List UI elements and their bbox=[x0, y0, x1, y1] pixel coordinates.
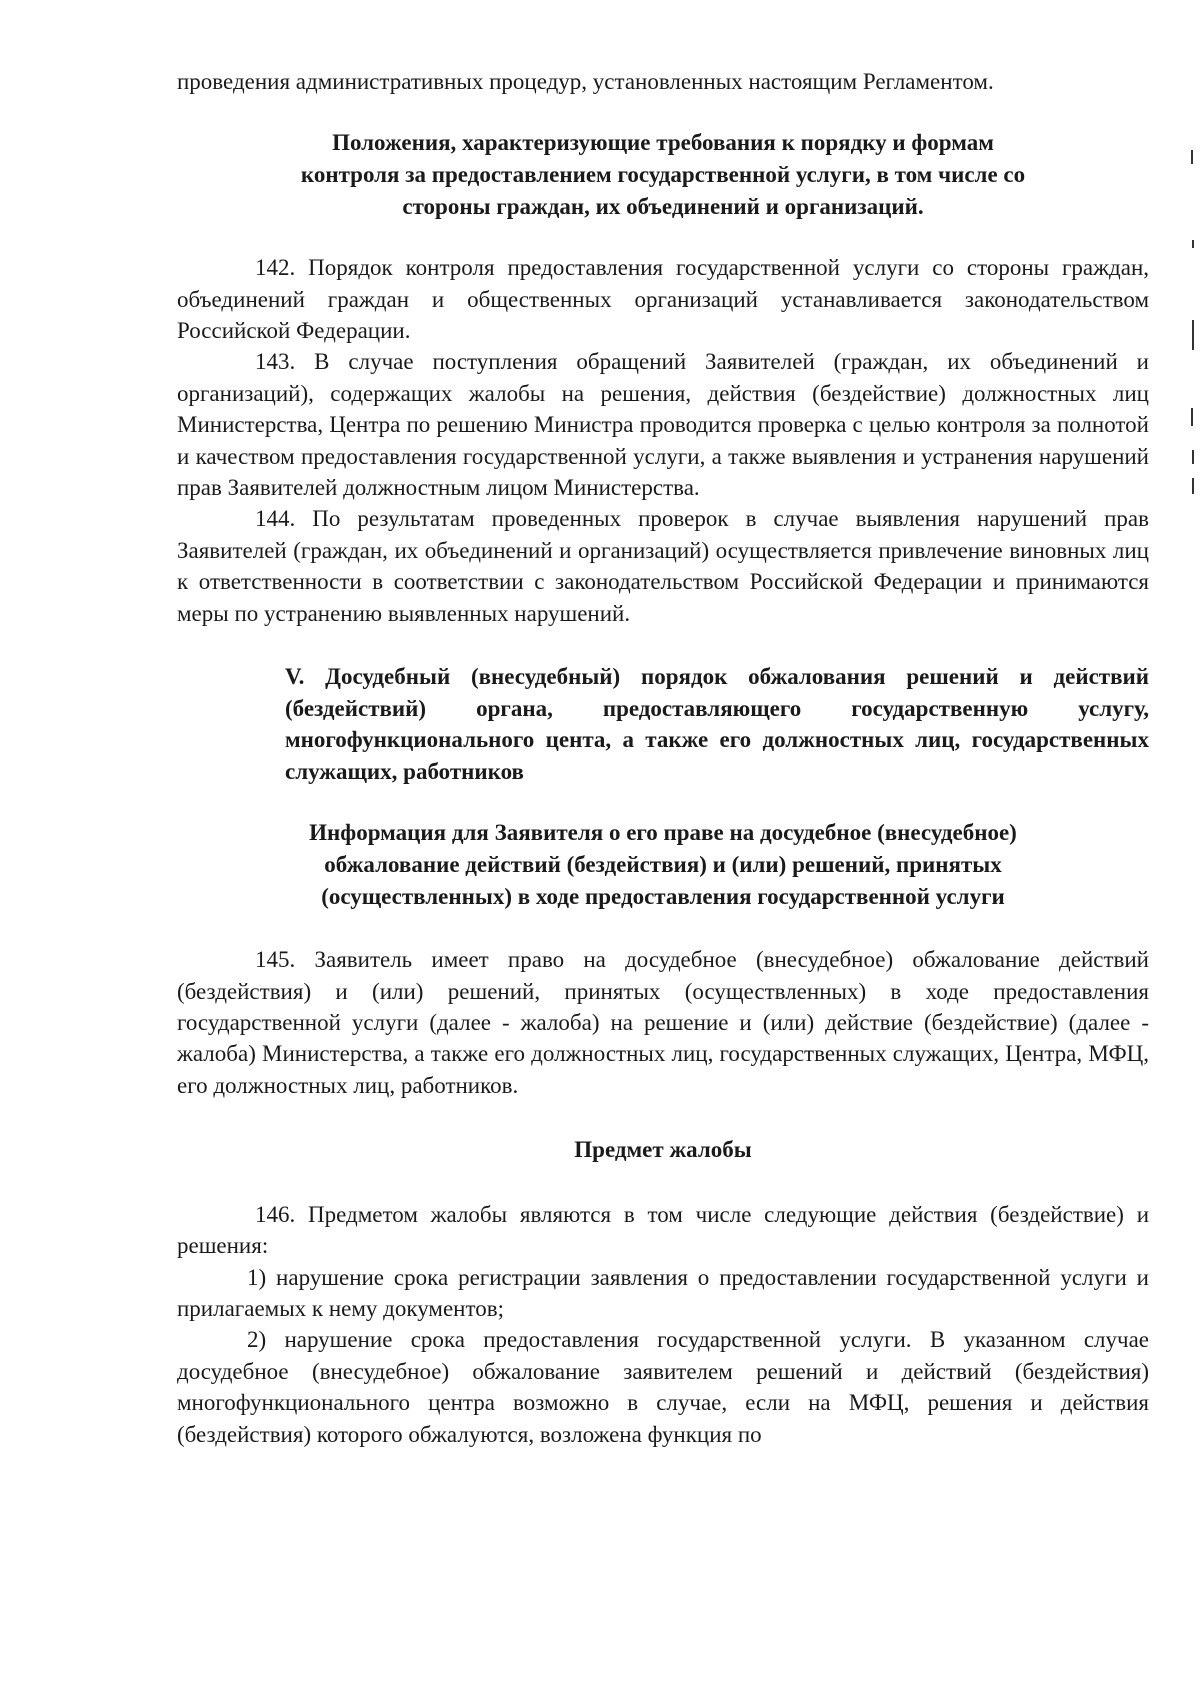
heading-applicant-info: Информация для Заявителя о его праве на досудебное (внесудебное) обжалование действий (бездействия) и (или) решений, принятых (осуществленных) в ходе предоставления государственной услуги bbox=[309, 820, 1017, 909]
scan-mark bbox=[1192, 240, 1194, 248]
intro-line: проведения административных процедур, установленных настоящим Регламентом. bbox=[177, 69, 994, 94]
list-item-2: 2) нарушение срока предоставления государственной услуги. В указанном случае досудебное (внесудебное) обжалование заявителем решений и действий (бездействия) многофункционального центра возможно в случае, если на МФЦ, решения и действия (бездействия) которого обжалуются, возложена функция по bbox=[177, 1327, 1149, 1447]
heading-section-v: V. Досудебный (внесудебный) порядок обжалования решений и действий (бездействий) органа, предоставляющего государственную услугу, многофункционального цента, а также его должностных лиц, государственных служащих, работников bbox=[285, 664, 1149, 784]
heading-complaint-subject: Предмет жалобы bbox=[574, 1137, 752, 1163]
paragraph-143: 143. В случае поступления обращений Заявителей (граждан, их объединений и организаций), содержащих жалобы на решения, действия (бездействие) должностных лиц Министерства, Центра по решению Министра проводится проверка с целью контроля за полнотой и качеством предоставления государственной услуги, а также выявления и устранения нарушений прав Заявителей должностным лицом Министерства. bbox=[177, 349, 1149, 501]
page-content bbox=[177, 66, 1149, 1450]
scan-mark bbox=[1192, 320, 1194, 350]
paragraph-144: 144. По результатам проведенных проверок в случае выявления нарушений прав Заявителей (граждан, их объединений и организаций) осуществляется привлечение виновных лиц к ответственности в соответствии с законодательством Российской Федерации и принимаются меры по устранению выявленных нарушений. bbox=[177, 506, 1149, 626]
paragraph-146: 146. Предметом жалобы являются в том числе следующие действия (бездействие) и решения: bbox=[177, 1201, 1149, 1259]
paragraph-145: 145. Заявитель имеет право на досудебное (внесудебное) обжалование действий (бездействия) и (или) решений, принятых (осуществленных) в ходе предоставления государственной услуги (далее - жалоба) на решение и (или) действие (бездействие) (далее - жалоба) Министерства, а также его должностных лиц, государственных служащих, Центра, МФЦ, его должностных лиц, работников. bbox=[177, 947, 1149, 1098]
list-item-1: 1) нарушение срока регистрации заявления о предоставлении государственной услуги и прилагаемых к нему документов; bbox=[177, 1264, 1149, 1322]
scan-mark bbox=[1192, 478, 1194, 494]
scan-mark bbox=[1191, 150, 1193, 164]
scan-mark bbox=[1192, 450, 1194, 464]
heading-control-requirements: Положения, характеризующие требования к порядку и формам контроля за предоставлением государственной услуги, в том числе со стороны граждан, их объединений и организаций. bbox=[300, 130, 1026, 219]
scan-mark bbox=[1191, 408, 1193, 426]
paragraph-142: 142. Порядок контроля предоставления государственной услуги со стороны граждан, объединений граждан и общественных организаций устанавливается законодательством Российской Федерации. bbox=[177, 255, 1149, 343]
